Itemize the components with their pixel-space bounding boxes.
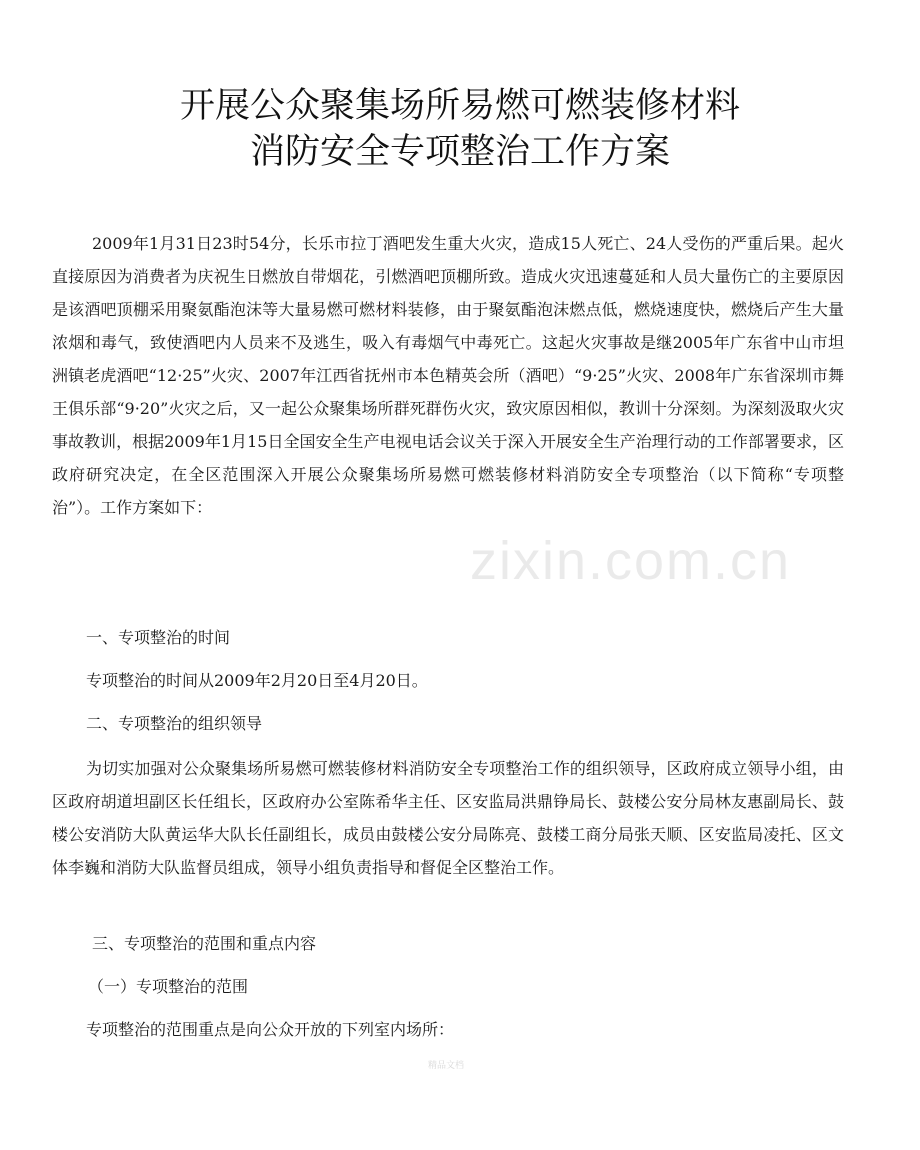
section-3-sub1-text: 专项整治的范围重点是向公众开放的下列室内场所： <box>86 1020 455 1039</box>
footer-mark: 精品文档 <box>428 1061 465 1071</box>
section-3-heading: 三、专项整治的范围和重点内容 <box>92 934 317 953</box>
document-title-line-2: 消防安全专项整治工作方案 <box>249 132 670 172</box>
document-title-line-1: 开展公众聚集场所易燃可燃装修材料 <box>179 86 740 126</box>
site-watermark: zixin.com.cn <box>470 531 792 591</box>
section-2-text: 为切实加强对公众聚集场所易燃可燃装修材料消防安全专项整治工作的组织领导，区政府成立领导小组，由区政府胡道坦副区长任组长，区政府办公室陈希华主任、区安监局洪鼎铮局长、鼓楼公安分局林友惠副局长、鼓楼公安消防大队黄运华大队长任副组长，成员由鼓楼公安分局陈亮、鼓楼工商分局张天顺、区安监局凌托、区文体李巍和消防大队监督员组成，领导小组负责指导和督促全区整治工作。 <box>52 759 844 877</box>
section-1-text: 专项整治的时间从2009年2月20日至4月20日。 <box>86 671 428 690</box>
section-1-heading: 一、专项整治的时间 <box>86 628 231 647</box>
intro-paragraph: 2009年1月31日23时54分，长乐市拉丁酒吧发生重大火灾，造成15人死亡、24人受伤的严重后果。起火直接原因为消费者为庆祝生日燃放自带烟花，引燃酒吧顶棚所致。造成火灾迅速蔓延和人员大量伤亡的主要原因是该酒吧顶棚采用聚氨酯泡沫等大量易燃可燃材料装修，由于聚氨酯泡沫燃点低，燃烧速度快，燃烧后产生大量浓烟和毒气，致使酒吧内人员来不及逃生，吸入有毒烟气中毒死亡。这起火灾事故是继2005年广东省中山市坦洲镇老虎酒吧“12·25”火灾、2007年江西省抚州市本色精英会所（酒吧）“9·25”火灾、2008年广东省深圳市舞王俱乐部“9·20”火灾之后，又一起公众聚集场所群死群伤火灾，致灾原因相似，教训十分深刻。为深刻汲取火灾事故教训，根据2009年1月15日全国安全生产电视电话会议关于深入开展安全生产治理行动的工作部署要求，区政府研究决定，在全区范围深入开展公众聚集场所易燃可燃装修材料消防安全专项整治（以下简称“专项整治”）。工作方案如下： <box>52 234 844 517</box>
section-2-heading: 二、专项整治的组织领导 <box>86 714 263 733</box>
section-3-sub1-heading: （一）专项整治的范围 <box>88 977 249 996</box>
